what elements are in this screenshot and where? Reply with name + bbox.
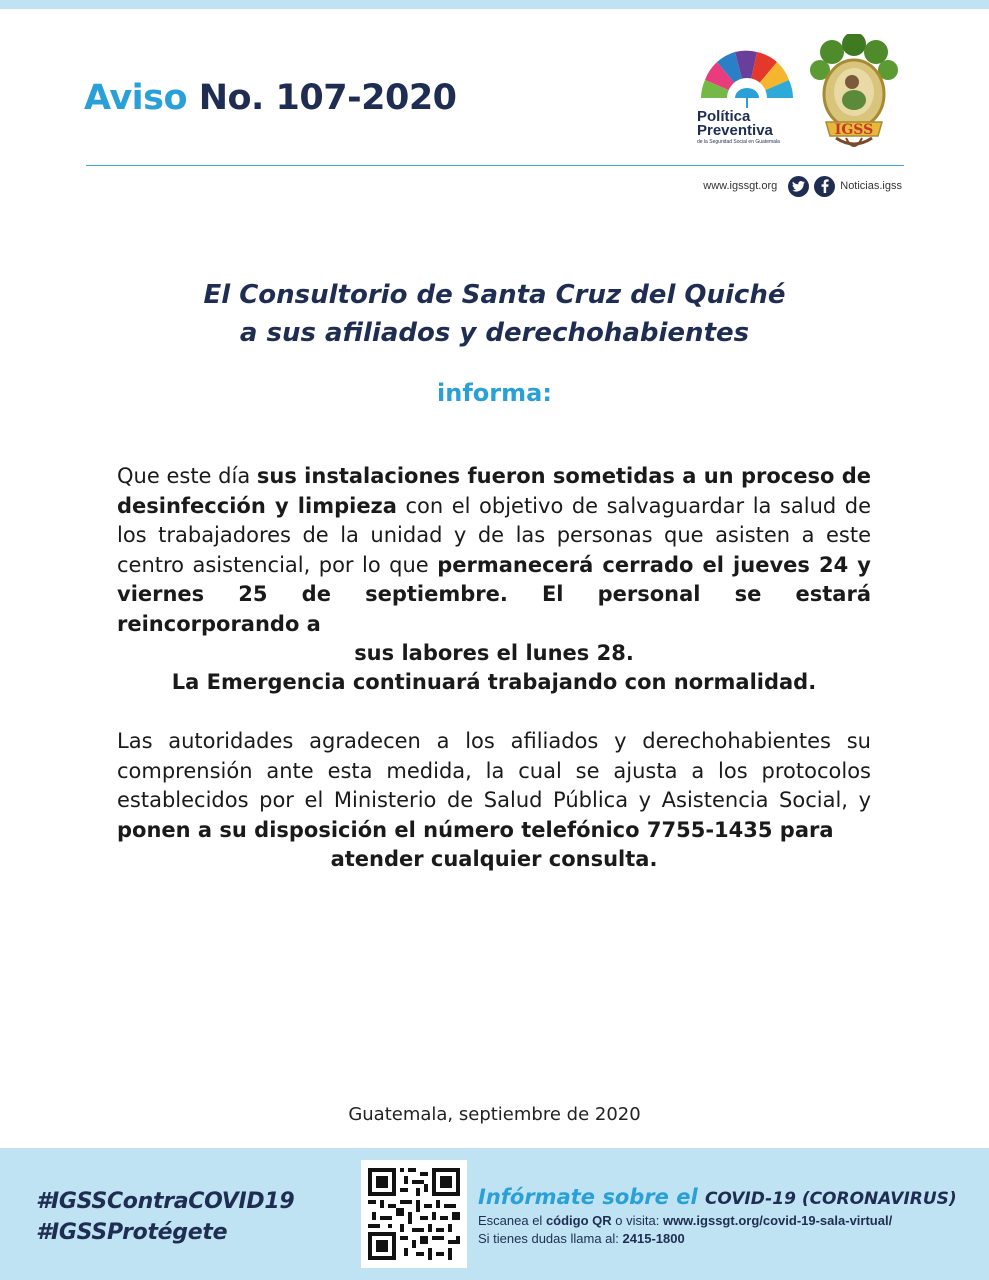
scan-text-a: Escanea el xyxy=(478,1213,546,1228)
p3-text-a: Las autoridades agradecen a los afiliados y derechohabientes su comprensión ante esta medida, la cual se ajusta a los protocolos establecidos por el Ministerio de Salud Pública y Asistencia Social, y xyxy=(117,729,871,812)
p1-text-c: con el objetivo de salvaguardar la salud de los trabajadores de la unidad y de las personas que asisten a este centro asistencial, por lo que xyxy=(117,493,871,577)
p1-text-d: permanecerá cerrado el jueves 24 y viernes 25 de septiembre. El personal se estará reincorporando a xyxy=(117,552,871,636)
facebook-icon[interactable] xyxy=(814,176,835,197)
p3-text-b: ponen a su disposición el número telefónico 7755-1435 para xyxy=(117,817,834,842)
logo-pp-text xyxy=(697,110,780,146)
info-title-main: Infórmate sobre el xyxy=(478,1185,705,1209)
covid-url-link[interactable]: www.igssgt.org/covid-19-sala-virtual/ xyxy=(662,1213,893,1228)
paragraph-emergency: La Emergencia continuará trabajando con normalidad. xyxy=(171,670,817,694)
call-text: Si tienes dudas llama al: xyxy=(478,1231,623,1246)
paragraph-gratitude xyxy=(117,727,871,875)
p3-text-c: atender cualquier consulta. xyxy=(330,847,658,871)
social-handle[interactable]: Noticias.igss xyxy=(840,180,902,192)
heading-line-1: El Consultorio de Santa Cruz del Quiché xyxy=(203,280,786,310)
heading-line-2: a sus afiliados y derechohabientes xyxy=(239,318,750,348)
notice-number: No. 107-2020 xyxy=(198,78,457,118)
website-link[interactable]: www.igssgt.org xyxy=(703,180,778,192)
place-date: Guatemala, septiembre de 2020 xyxy=(348,1104,641,1125)
header-divider xyxy=(86,165,904,166)
politica-preventiva-logo xyxy=(695,40,799,152)
info-title-covid: COVID-19 (CORONAVIRUS) xyxy=(704,1189,957,1209)
top-stripe xyxy=(0,0,989,9)
qr-code-icon xyxy=(368,1167,460,1261)
notice-word: Aviso xyxy=(84,78,188,118)
scan-text-qr: código QR xyxy=(545,1213,612,1228)
p1-text-b: sus instalaciones fueron sometidas a un proceso de desinfección y limpieza xyxy=(117,464,872,518)
logo-pp-line1: Política xyxy=(697,108,751,125)
hashtag-contra-covid: #IGSSContraCOVID19 xyxy=(36,1189,295,1214)
call-instructions xyxy=(478,1231,685,1246)
notice-title xyxy=(84,78,457,118)
hashtag-protegete: #IGSSProtégete xyxy=(36,1220,228,1245)
call-number[interactable]: 2415-1800 xyxy=(622,1231,685,1246)
igss-seal-text: IGSS xyxy=(834,122,874,138)
p1-text-e: sus labores el lunes 28. xyxy=(354,641,634,665)
scan-text-c: o visita: xyxy=(611,1213,663,1228)
twitter-icon[interactable] xyxy=(788,176,809,197)
subtitle-informa: informa: xyxy=(437,379,552,407)
p1-text-a: Que este día xyxy=(117,464,257,488)
scan-instructions xyxy=(478,1213,892,1228)
info-title xyxy=(478,1185,957,1209)
logo-pp-line2: Preventiva xyxy=(697,122,773,139)
paragraph-closure xyxy=(117,462,871,669)
logo-pp-sub: de la Seguridad Social en Guatemala xyxy=(697,139,780,145)
igss-logo xyxy=(806,34,902,154)
qr-code[interactable] xyxy=(361,1160,467,1268)
social-links xyxy=(703,176,902,196)
